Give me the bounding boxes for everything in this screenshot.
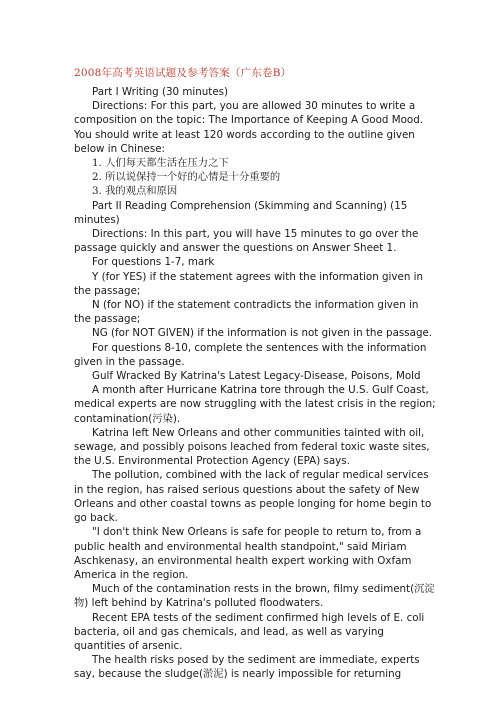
passage-title: Gulf Wracked By Katrina's Latest Legacy-Disease, Poisons, Mold — [92, 370, 421, 383]
passage-paragraph-3: The pollution, combined with the lack of regular medical services in the region, has raised serious questions about the safety of New Orleans and other coastal towns as people longing for home begin to go back. — [74, 469, 432, 525]
paragraph-yes-definition: Y (for YES) if the statement agrees with the information given in the passage; — [74, 270, 424, 297]
paragraph-reading-directions: Directions: In this part, you will have 15 minutes to go over the passage quickly and answer the questions on Answer Sheet 1. — [74, 228, 419, 255]
paragraph-writing-directions: Directions: For this part, you are allowed 30 minutes to write a composition on the topic: The Importance of Keeping A Good Mood. You should write at least 120 words according to the outline given below in Chinese: — [74, 100, 423, 155]
paragraph-questions-1-7: For questions 1-7, mark — [92, 256, 215, 269]
passage-paragraph-5: Much of the contamination rests in the brown, filmy sediment(沉淀物) left behind by Katrina's polluted floodwaters. — [74, 583, 435, 610]
passage-paragraph-1: A month after Hurricane Katrina tore through the U.S. Gulf Coast, medical experts are now struggling with the latest crisis in the region; contamination(污染). — [74, 384, 436, 425]
paragraph-no-definition: N (for NO) if the statement contradicts the information given in the passage; — [74, 299, 419, 326]
passage-paragraph-7: The health risks posed by the sediment are immediate, experts say, because the sludge(淤泥) is nearly impossible for returning — [74, 654, 420, 681]
document-title: 2008年高考英语试题及参考答案（广东卷B） — [74, 67, 292, 79]
outline-item-3: 3. 我的观点和原因 — [92, 185, 178, 198]
outline-item-2: 2. 所以说保持一个好的心情是十分重要的 — [92, 171, 281, 184]
passage-paragraph-4: "I don't think New Orleans is safe for people to return to, from a public health and environmental health standpoint," said Miriam Aschkenasy, an environmental health expert working with Oxfam America in the region. — [74, 526, 422, 581]
paragraph-part1-heading: Part I Writing (30 minutes) — [92, 86, 229, 98]
outline-item-1: 1. 人们每天都生活在压力之下 — [92, 157, 229, 170]
passage-paragraph-6: Recent EPA tests of the sediment confirmed high levels of E. coli bacteria, oil and gas chemicals, and lead, as well as varying quantities of arsenic. — [74, 611, 425, 652]
paragraph-not-given-definition: NG (for NOT GIVEN) if the information is not given in the passage. — [92, 327, 433, 340]
paragraph-part2-heading: Part II Reading Comprehension (Skimming and Scanning) (15 minutes) — [74, 199, 408, 226]
paragraph-questions-8-10: For questions 8-10, complete the sentences with the information given in the passage. — [74, 341, 427, 368]
passage-paragraph-2: Katrina left New Orleans and other communities tainted with oil, sewage, and possibly poisons leached from federal toxic waste sites, the U.S. Environmental Protection Agency (EPA) says. — [74, 426, 430, 468]
